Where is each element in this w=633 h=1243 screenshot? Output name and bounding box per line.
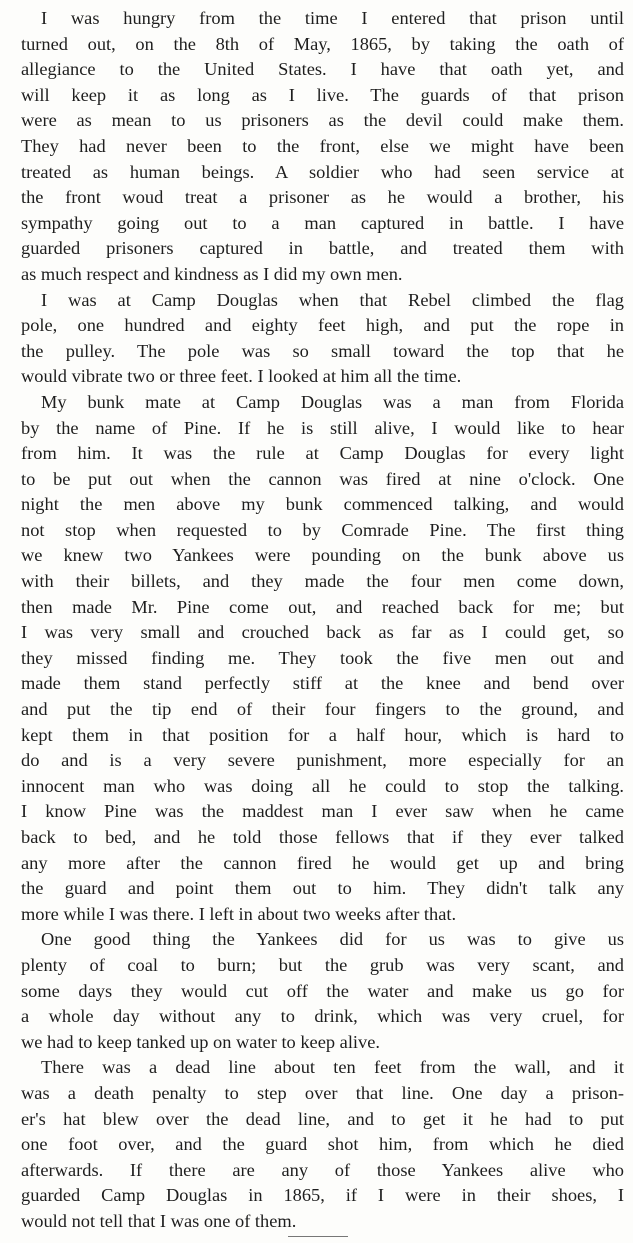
text-line: would not tell that I was one of them. — [21, 1210, 297, 1231]
text-line: back to bed, and he told those fellows that if they ever talked — [21, 827, 624, 847]
text-line: more while I was there. I left in about two weeks after that. — [21, 903, 457, 924]
text-line: the pulley. The pole was so small toward the top that he — [21, 340, 624, 361]
text-line: we had to keep tanked up on water to keep alive. — [21, 1031, 380, 1052]
text-line: er's hat blew over the dead line, and to get it he had to put — [21, 1108, 624, 1129]
text-line: not stop when requested to by Comrade Pine. The first thing — [21, 519, 624, 540]
text-line: any more after the cannon fired he would get up and bring — [21, 852, 624, 873]
text-line: as much respect and kindness as I did my own men. — [21, 263, 403, 284]
paragraph — [21, 927, 624, 1055]
page-end-rule — [288, 1236, 348, 1237]
text-line: turned out, on the 8th of May, 1865, by taking the oath of — [21, 33, 624, 54]
text-column — [21, 6, 624, 1235]
text-line: would vibrate two or three feet. I looked at him all the time. — [21, 366, 462, 387]
text-line: was a death penalty to step over that line. One day a prison- — [21, 1082, 624, 1103]
text-line: from him. It was the rule at Camp Douglas for every light — [21, 443, 624, 464]
text-line: the front woud treat a prisoner as he would a brother, his — [21, 187, 624, 208]
text-line: do and is a very severe punishment, more especially for an — [21, 750, 624, 771]
text-line: I was hungry from the time I entered that prison until — [41, 8, 624, 28]
text-line: sympathy going out to a man captured in battle. I have — [21, 212, 624, 233]
text-line: they missed finding me. They took the five men out and — [21, 647, 624, 668]
text-line: then made Mr. Pine come out, and reached back for me; but — [21, 596, 624, 617]
text-line: kept them in that position for a half hour, which is hard to — [21, 724, 624, 745]
text-line: some days they would cut off the water and make us go for — [21, 980, 624, 1001]
text-line: were as mean to us prisoners as the devil could make them. — [21, 110, 624, 131]
text-line: innocent man who was doing all he could to stop the talking. — [21, 775, 624, 796]
text-line: one foot over, and the guard shot him, from which he died — [21, 1134, 624, 1155]
text-line: made them stand perfectly stiff at the knee and bend over — [21, 673, 624, 694]
text-line: I was very small and crouched back as far as I could get, so — [21, 622, 624, 643]
text-line: guarded Camp Douglas in 1865, if I were in their shoes, I — [21, 1185, 624, 1206]
text-line: night the men above my bunk commenced talking, and would — [21, 494, 624, 515]
text-line: the guard and point them out to him. They didn't talk any — [21, 878, 624, 899]
text-line: with their billets, and they made the four men come down, — [21, 571, 624, 592]
text-line: to be put out when the cannon was fired at nine o'clock. One — [21, 468, 624, 489]
paragraph — [21, 288, 624, 390]
text-line: will keep it as long as I live. The guards of that prison — [21, 84, 624, 105]
text-line: a whole day without any to drink, which was very cruel, for — [21, 1006, 624, 1027]
text-line: by the name of Pine. If he is still alive, I would like to hear — [21, 417, 624, 438]
text-line: afterwards. If there are any of those Yankees alive who — [21, 1159, 624, 1180]
text-line: I know Pine was the maddest man I ever saw when he came — [21, 801, 624, 822]
text-line: pole, one hundred and eighty feet high, and put the rope in — [21, 315, 624, 336]
text-line: I was at Camp Douglas when that Rebel climbed the flag — [41, 289, 624, 310]
paragraph — [21, 6, 624, 288]
text-line: There was a dead line about ten feet from the wall, and it — [41, 1057, 624, 1078]
text-line: One good thing the Yankees did for us was to give us — [41, 929, 624, 950]
text-line: They had never been to the front, else we might have been — [21, 135, 624, 156]
paragraph — [21, 390, 624, 927]
text-line: treated as human beings. A soldier who had seen service at — [21, 161, 624, 182]
text-line: allegiance to the United States. I have that oath yet, and — [21, 59, 624, 80]
text-line: My bunk mate at Camp Douglas was a man from Florida — [41, 391, 624, 412]
text-line: guarded prisoners captured in battle, and treated them with — [21, 238, 624, 259]
text-line: we knew two Yankees were pounding on the bunk above us — [21, 545, 624, 566]
text-line: and put the tip end of their four fingers to the ground, and — [21, 699, 624, 720]
text-line: plenty of coal to burn; but the grub was very scant, and — [21, 954, 624, 975]
paragraph — [21, 1055, 624, 1234]
